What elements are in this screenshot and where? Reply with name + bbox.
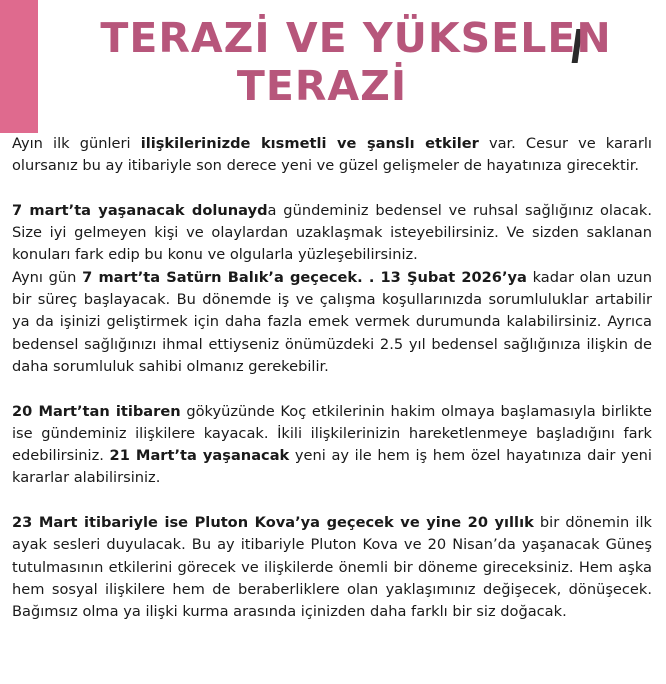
- text: bir dönemin ilk ayak sesleri duyulacak. Bu ay itibariyle Pluton Kova ve 20 Nisan’da yaşanacak Güneş tutulmasının etkilerini görecek ve ilişkilerde önemli bir döneme gireceksiniz. Hem aşka hem sosyal ilişkilere hem de beraberliklere olan yaklaşımınız değişecek, dönüşecek. Bağımsız olma ya ilişki kurma arasında içinizden daha farklı bir siz doğacak.: [12, 514, 652, 621]
- text: Ayın ilk günleri: [12, 135, 141, 152]
- paragraph-intro: [12, 133, 652, 178]
- paragraph-aries: [12, 401, 652, 490]
- text: Aynı gün: [12, 268, 83, 286]
- article-body: [12, 133, 652, 624]
- text: gökyüzünde Koç etkilerinin hakim olmaya başlamasıyla birlikte ise gündeminiz ilişkilere kayacak. İkili ilişkilerinizin hareketlenmeye başladığını fark edebilirsiniz.: [12, 402, 653, 465]
- paragraph-pluto: [12, 512, 652, 623]
- bold-text: 7 mart’ta yaşanacak dolunayd: [12, 201, 268, 219]
- title-line-1: TERAZİ VE YÜKSELEN: [100, 14, 612, 62]
- bold-text: ilişkilerinizde kısmetli ve şanslı etkiler: [140, 135, 479, 152]
- text: kadar olan uzun bir süreç başlayacak. Bu dönemde iş ve çalışma koşullarınızda sorumluluklar artabilir ya da işinizi geliştirmek için daha fazla emek vermek durumunda kalabilirsiniz. Ayrıca bedensel sağlığınızı ihmal ettiyseniz önümüzdeki 2.5 yıl bedensel sağlığınıza ilişkin de daha sorumluluk sahibi olmanız gerekebilir.: [12, 268, 652, 375]
- text: a gündeminiz bedensel ve ruhsal sağlığınız olacak. Size iyi gelmeyen kişi ve olaylardan uzaklaşmak isteyebilirsiniz. Ve sizden saklanan konuları fark edip bu konu ve olgularla yüzleşebilirsiniz.: [12, 201, 652, 264]
- title-line-2: TERAZİ: [236, 62, 408, 110]
- text: yeni ay ile hem iş hem özel hayatınıza dair yeni kararlar alabilirsiniz.: [12, 447, 652, 487]
- paragraph-saturn: [12, 267, 652, 378]
- bold-text: 21 Mart’ta yaşanacak: [109, 447, 290, 465]
- page-title: [38, 14, 666, 110]
- bold-text: 20 Mart’tan itibaren: [12, 402, 181, 420]
- paragraph-full-moon: [12, 200, 652, 267]
- accent-bar: [0, 0, 38, 133]
- text: var. Cesur ve kararlı olursanız bu ay itibariyle son derece yeni ve güzel gelişmeler de hayatınıza girecektir.: [12, 135, 652, 175]
- bold-text: 23 Mart itibariyle ise Pluton Kova’ya geçecek ve yine 20 yıllık: [12, 514, 534, 532]
- bold-text: 7 mart’ta Satürn Balık’a geçecek. . 13 Şubat 2026’ya: [82, 268, 527, 286]
